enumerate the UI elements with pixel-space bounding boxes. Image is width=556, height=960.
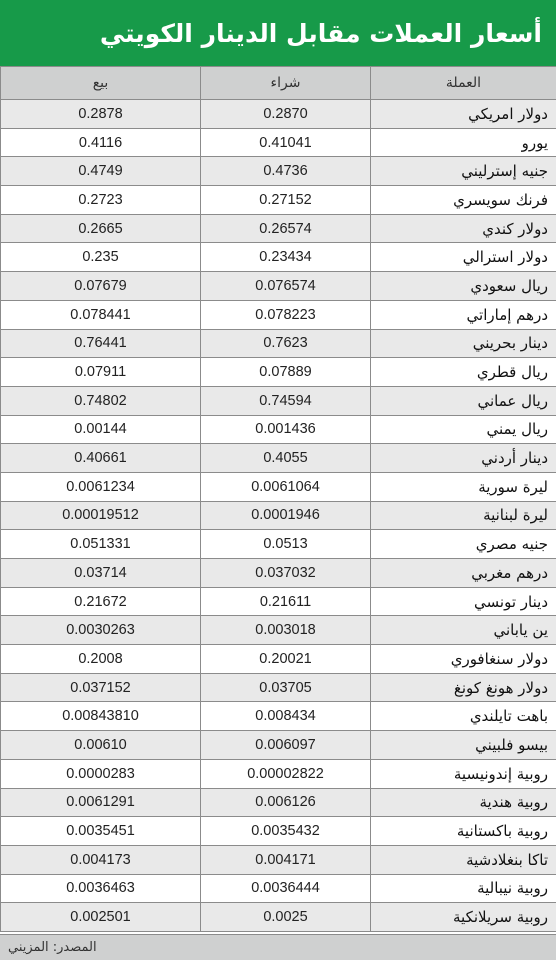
currency-name-cell: دينار بحريني	[371, 329, 556, 358]
sell-rate-cell: 0.2665	[1, 214, 201, 243]
table-row	[1, 559, 556, 588]
currency-name-cell: ريال يمني	[371, 415, 556, 444]
sell-rate-cell: 0.21672	[1, 587, 201, 616]
buy-rate-cell: 0.004171	[201, 845, 371, 874]
currency-name-cell: روبية باكستانية	[371, 817, 556, 846]
sell-rate-cell: 0.4749	[1, 157, 201, 186]
sell-rate-cell: 0.0000283	[1, 759, 201, 788]
table-row	[1, 329, 556, 358]
sell-rate-cell: 0.74802	[1, 386, 201, 415]
sell-rate-cell: 0.2008	[1, 645, 201, 674]
currency-name-cell: دينار تونسي	[371, 587, 556, 616]
table-row	[1, 214, 556, 243]
sell-rate-cell: 0.004173	[1, 845, 201, 874]
table-row	[1, 759, 556, 788]
buy-rate-cell: 0.26574	[201, 214, 371, 243]
table-row	[1, 186, 556, 215]
table-row	[1, 845, 556, 874]
table-header-row	[1, 67, 556, 100]
sell-rate-cell: 0.00144	[1, 415, 201, 444]
table-row	[1, 788, 556, 817]
buy-rate-cell: 0.0036444	[201, 874, 371, 903]
sell-rate-cell: 0.76441	[1, 329, 201, 358]
currency-name-cell: جنيه مصري	[371, 530, 556, 559]
buy-rate-cell: 0.4736	[201, 157, 371, 186]
currency-name-cell: بيسو فلبيني	[371, 731, 556, 760]
currency-name-cell: تاكا بنغلادشية	[371, 845, 556, 874]
table-row	[1, 100, 556, 129]
table-row	[1, 128, 556, 157]
currency-name-cell: دينار أردني	[371, 444, 556, 473]
title-bar	[0, 0, 556, 66]
source-label: المصدر: المزيني	[8, 940, 97, 955]
buy-rate-cell: 0.008434	[201, 702, 371, 731]
buy-rate-cell: 0.74594	[201, 386, 371, 415]
currency-name-cell: دولار كندي	[371, 214, 556, 243]
sell-rate-cell: 0.037152	[1, 673, 201, 702]
table-row	[1, 243, 556, 272]
source-footer	[0, 934, 556, 960]
table-row	[1, 874, 556, 903]
column-header-sell: بيع	[1, 67, 201, 100]
table-row	[1, 702, 556, 731]
page-title: أسعار العملات مقابل الدينار الكويتي	[99, 18, 542, 48]
sell-rate-cell: 0.2878	[1, 100, 201, 129]
buy-rate-cell: 0.27152	[201, 186, 371, 215]
currency-name-cell: روبية سريلانكية	[371, 903, 556, 932]
sell-rate-cell: 0.07911	[1, 358, 201, 387]
buy-rate-cell: 0.076574	[201, 272, 371, 301]
table-row	[1, 673, 556, 702]
sell-rate-cell: 0.00019512	[1, 501, 201, 530]
buy-rate-cell: 0.2870	[201, 100, 371, 129]
table-row	[1, 731, 556, 760]
rates-table	[0, 66, 556, 932]
table-row	[1, 157, 556, 186]
sell-rate-cell: 0.4116	[1, 128, 201, 157]
currency-name-cell: ريال سعودي	[371, 272, 556, 301]
sell-rate-cell: 0.2723	[1, 186, 201, 215]
column-header-buy: شراء	[201, 67, 371, 100]
currency-name-cell: ريال عماني	[371, 386, 556, 415]
buy-rate-cell: 0.078223	[201, 300, 371, 329]
table-row	[1, 386, 556, 415]
sell-rate-cell: 0.40661	[1, 444, 201, 473]
sell-rate-cell: 0.051331	[1, 530, 201, 559]
table-row	[1, 501, 556, 530]
buy-rate-cell: 0.0513	[201, 530, 371, 559]
buy-rate-cell: 0.00002822	[201, 759, 371, 788]
table-row	[1, 530, 556, 559]
currency-name-cell: ليرة لبنانية	[371, 501, 556, 530]
buy-rate-cell: 0.4055	[201, 444, 371, 473]
buy-rate-cell: 0.0035432	[201, 817, 371, 846]
buy-rate-cell: 0.006126	[201, 788, 371, 817]
currency-name-cell: يورو	[371, 128, 556, 157]
buy-rate-cell: 0.003018	[201, 616, 371, 645]
sell-rate-cell: 0.00610	[1, 731, 201, 760]
buy-rate-cell: 0.23434	[201, 243, 371, 272]
table-row	[1, 272, 556, 301]
currency-name-cell: روبية نيبالية	[371, 874, 556, 903]
sell-rate-cell: 0.0036463	[1, 874, 201, 903]
table-row	[1, 472, 556, 501]
currency-name-cell: درهم مغربي	[371, 559, 556, 588]
table-row	[1, 903, 556, 932]
buy-rate-cell: 0.03705	[201, 673, 371, 702]
sell-rate-cell: 0.0030263	[1, 616, 201, 645]
buy-rate-cell: 0.006097	[201, 731, 371, 760]
currency-name-cell: ين ياباني	[371, 616, 556, 645]
currency-name-cell: روبية إندونيسية	[371, 759, 556, 788]
currency-name-cell: درهم إماراتي	[371, 300, 556, 329]
currency-name-cell: دولار امريكي	[371, 100, 556, 129]
sell-rate-cell: 0.0061234	[1, 472, 201, 501]
currency-name-cell: فرنك سويسري	[371, 186, 556, 215]
currency-name-cell: جنيه إسترليني	[371, 157, 556, 186]
buy-rate-cell: 0.0061064	[201, 472, 371, 501]
buy-rate-cell: 0.001436	[201, 415, 371, 444]
currency-name-cell: دولار استرالي	[371, 243, 556, 272]
sell-rate-cell: 0.0035451	[1, 817, 201, 846]
table-row	[1, 358, 556, 387]
buy-rate-cell: 0.41041	[201, 128, 371, 157]
currency-name-cell: دولار هونغ كونغ	[371, 673, 556, 702]
buy-rate-cell: 0.20021	[201, 645, 371, 674]
table-row	[1, 300, 556, 329]
currency-name-cell: ليرة سورية	[371, 472, 556, 501]
currency-name-cell: روبية هندية	[371, 788, 556, 817]
sell-rate-cell: 0.03714	[1, 559, 201, 588]
sell-rate-cell: 0.07679	[1, 272, 201, 301]
sell-rate-cell: 0.078441	[1, 300, 201, 329]
table-row	[1, 616, 556, 645]
buy-rate-cell: 0.7623	[201, 329, 371, 358]
table-row	[1, 645, 556, 674]
sell-rate-cell: 0.235	[1, 243, 201, 272]
sell-rate-cell: 0.002501	[1, 903, 201, 932]
buy-rate-cell: 0.07889	[201, 358, 371, 387]
currency-name-cell: ريال قطري	[371, 358, 556, 387]
table-row	[1, 444, 556, 473]
sell-rate-cell: 0.00843810	[1, 702, 201, 731]
buy-rate-cell: 0.0001946	[201, 501, 371, 530]
buy-rate-cell: 0.037032	[201, 559, 371, 588]
sell-rate-cell: 0.0061291	[1, 788, 201, 817]
column-header-currency: العملة	[371, 67, 556, 100]
table-row	[1, 817, 556, 846]
currency-name-cell: باهت تايلندي	[371, 702, 556, 731]
table-row	[1, 415, 556, 444]
table-row	[1, 587, 556, 616]
buy-rate-cell: 0.0025	[201, 903, 371, 932]
currency-name-cell: دولار سنغافوري	[371, 645, 556, 674]
buy-rate-cell: 0.21611	[201, 587, 371, 616]
